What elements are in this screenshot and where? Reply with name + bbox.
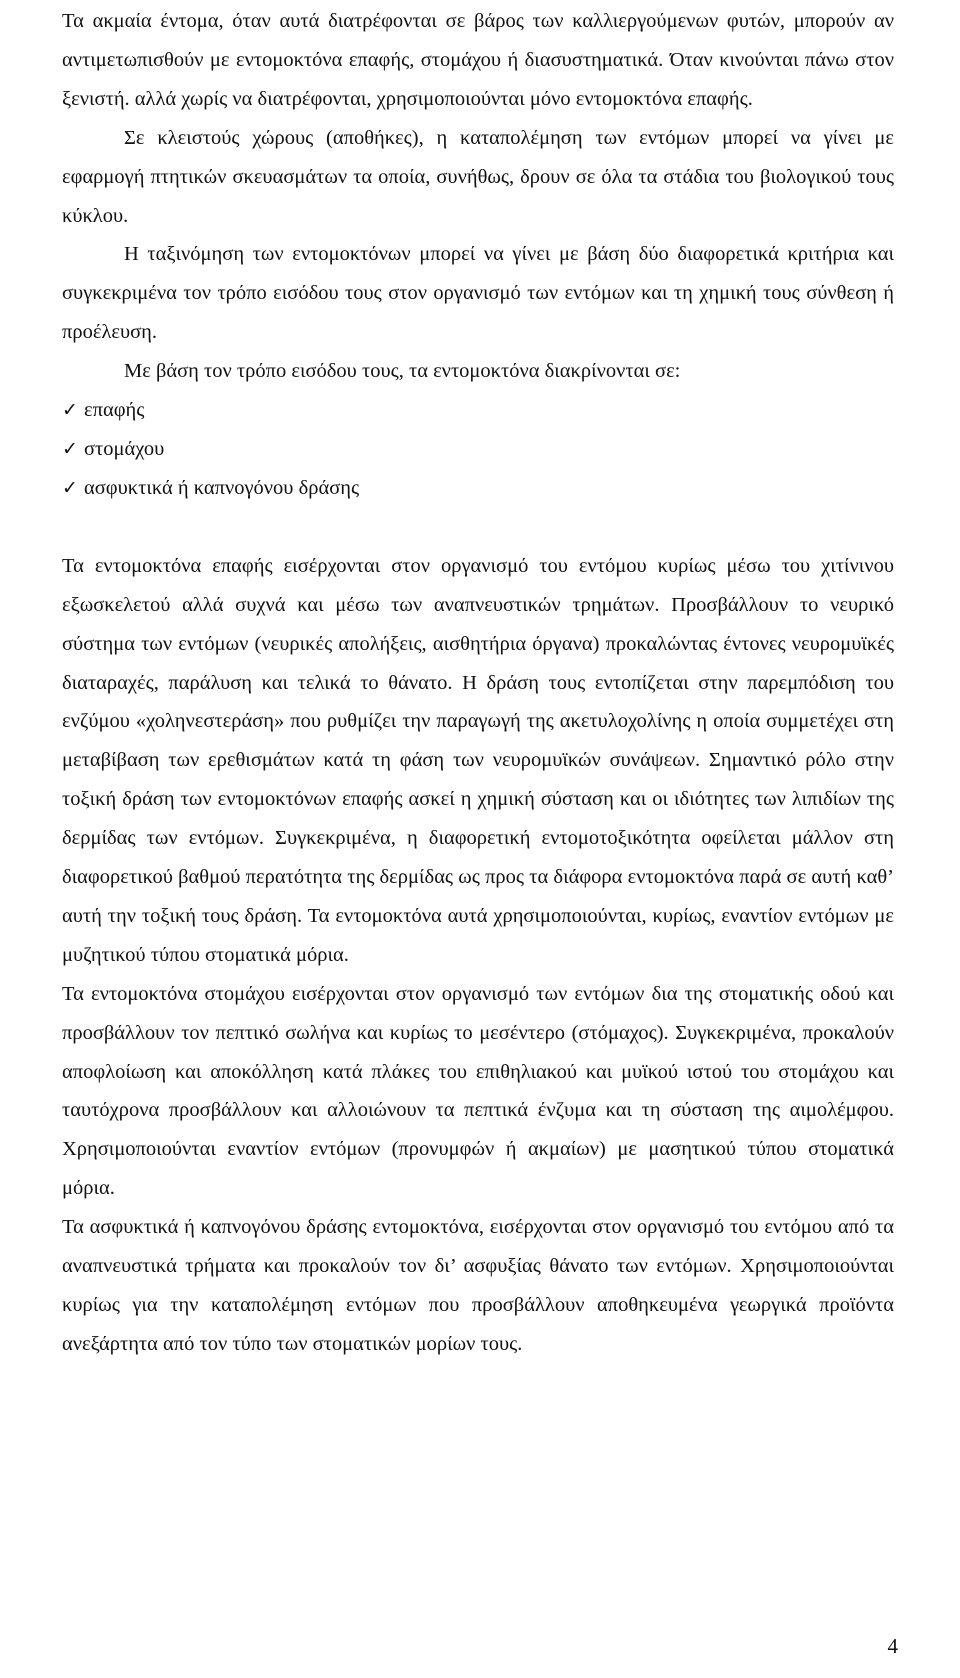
section-stomach-insecticides: Τα εντομοκτόνα στομάχου εισέρχονται στον οργανισμό των εντόμων δια της στοματικής οδού και προσβάλλουν τον πεπτικό σωλήνα και κυρίως το μεσέντερο (στόμαχος). Συγκεκριμένα, προκαλούν αποφλοίωση και αποκόλληση κατά πλάκες του επιθηλιακού και μυϊκού ιστού του στομάχου και ταυτόχρονα προσβάλλουν και αλλοιώνουν τα πεπτικά ένζυμα και τη σύσταση της αιμολέμφου. Χρησιμοποιούνται εναντίον εντόμων (προνυμφών ή ακμαίων) με μασητικού τύπου στοματικά μόρια.: [62, 982, 894, 1200]
checklist-item-label: στομάχου: [84, 437, 165, 460]
section-spacer: [62, 508, 894, 547]
checklist-item: [62, 391, 894, 430]
paragraph-adult-insects: Τα ακμαία έντομα, όταν αυτά διατρέφονται σε βάρος των καλλιεργούμενων φυτών, μπορούν αν αντιμετωπισθούν με εντομοκτόνα επαφής, στομάχου ή διασυστηματικά. Όταν κινούνται πάνω στον ξενιστή. αλλά χωρίς να διατρέφονται, χρησιμοποιούνται μόνο εντομοκτόνα επαφής.: [62, 10, 894, 110]
checklist-item: [62, 430, 894, 469]
check-icon: ✓: [62, 437, 78, 460]
check-icon: ✓: [62, 476, 78, 499]
checklist-item-label: ασφυκτικά ή καπνογόνου δράσης: [84, 476, 360, 499]
paragraph-entry-mode-intro: Με βάση τον τρόπο εισόδου τους, τα εντομοκτόνα διακρίνονται σε:: [124, 360, 681, 383]
checklist-item: [62, 469, 894, 508]
checklist-item-label: επαφής: [84, 399, 145, 422]
page-number: 4: [887, 1634, 898, 1658]
paragraph-classification: Η ταξινόμηση των εντομοκτόνων μπορεί να γίνει με βάση δύο διαφορετικά κριτήρια και συγκεκριμένα τον τρόπο εισόδου τους στον οργανισμό των εντόμων και τη χημική τους σύνθεση ή προέλευση.: [62, 243, 894, 344]
check-icon: ✓: [62, 399, 78, 422]
document-page: [62, 2, 894, 1364]
paragraph-closed-spaces: Σε κλειστούς χώρους (αποθήκες), η καταπολέμηση των εντόμων μπορεί να γίνει με εφαρμογή πτητικών σκευασμάτων τα οποία, συνήθως, δρουν σε όλα τα στάδια του βιολογικού τους κύκλου.: [62, 126, 894, 227]
section-asphyxiant-insecticides: Τα ασφυκτικά ή καπνογόνου δράσης εντομοκτόνα, εισέρχονται στον οργανισμό του εντόμου από τα αναπνευστικά τρήματα και προκαλούν τον δι’ ασφυξίας θάνατο των εντόμων. Χρησιμοποιούνται κυρίως για την καταπολέμηση εντόμων που προσβάλλουν αποθηκευμένα γεωργικά προϊόντα ανεξάρτητα από τον τύπο των στοματικών μορίων τους.: [62, 1216, 894, 1355]
section-contact-insecticides: Τα εντομοκτόνα επαφής εισέρχονται στον οργανισμό του εντόμου κυρίως μέσω του χιτίνινου εξωσκελετού αλλά συχνά και μέσω των αναπνευστικών τρημάτων. Προσβάλλουν το νευρικό σύστημα των εντόμων (νευρικές απολήξεις, αισθητήρια όργανα) προκαλώντας έντονες νευρομυϊκές διαταραχές, παράλυση και τελικά το θάνατο. Η δράση τους εντοπίζεται στην παρεμπόδιση του ενζύμου «χοληνεστεράση» που ρυθμίζει την παραγωγή της ακετυλοχολίνης η οποία συμμετέχει στη μεταβίβαση των ερεθισμάτων κατά τη φάση των νευρομυϊκών συνάψεων. Σημαντικό ρόλο στην τοξική δράση των εντομοκτόνων επαφής ασκεί η χημική σύσταση και οι ιδιότητες των λιπιδίων της δερμίδας των εντόμων. Συγκεκριμένα, η διαφορετική εντομοτοξικότητα οφείλεται μάλλον στη διαφορετικού βαθμού περατότητα της δερμίδας ως προς τα διάφορα εντομοκτόνα παρά σε αυτή καθ’ αυτή την τοξική τους δράση. Τα εντομοκτόνα αυτά χρησιμοποιούνται, κυρίως, εναντίον εντόμων με μυζητικού τύπου στοματικά μόρια.: [62, 554, 894, 966]
entry-mode-checklist: [62, 391, 894, 508]
